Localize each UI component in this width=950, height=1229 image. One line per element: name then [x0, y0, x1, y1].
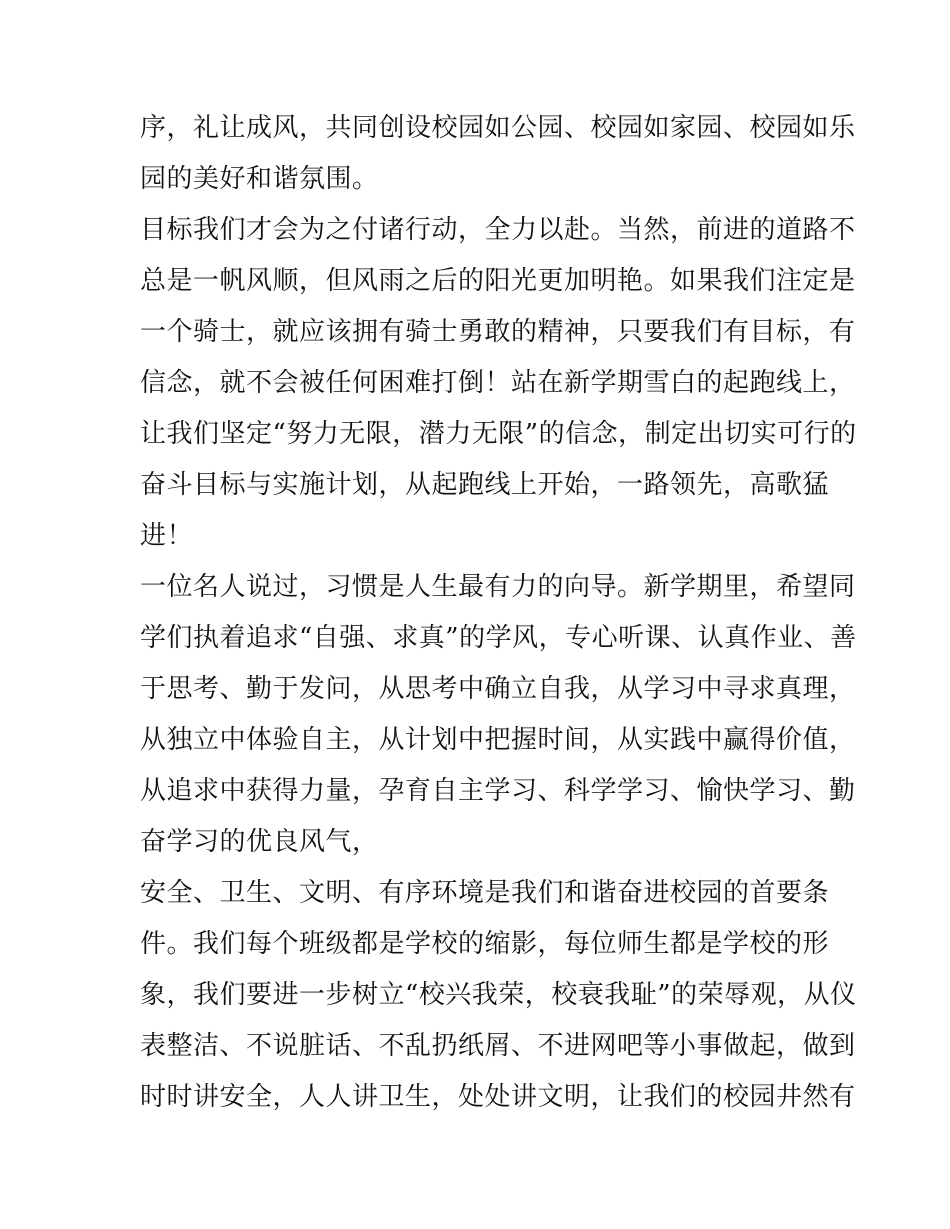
body-text [140, 103, 857, 1123]
text-line-20: 时时讲安全，人人讲卫生，处处讲文明，让我们的校园井然有 [140, 1082, 856, 1112]
text-line-12: 于思考、勤于发问，从思考中确立自我，从学习中寻求真理， [140, 674, 856, 704]
text-line-7: 让我们坚定“努力无限，潜力无限”的信念，制定出切实可行的 [140, 419, 857, 449]
text-line-10: 一位名人说过，习惯是人生最有力的向导。新学期里，希望同 [140, 572, 856, 602]
text-line-9: 进！ [140, 521, 194, 551]
text-line-14: 从追求中获得力量，孕育自主学习、科学学习、愉快学习、勤 [140, 776, 856, 806]
text-line-2: 园的美好和谐氛围。 [140, 164, 379, 194]
text-line-17: 件。我们每个班级都是学校的缩影，每位师生都是学校的形 [140, 929, 830, 959]
text-line-1: 序，礼让成风，共同创设校园如公园、校园如家园、校园如乐 [140, 113, 856, 143]
text-line-13: 从独立中体验自主，从计划中把握时间，从实践中赢得价值， [140, 725, 856, 755]
text-line-6: 信念，就不会被任何困难打倒！站在新学期雪白的起跑线上， [140, 368, 856, 398]
text-line-16: 安全、卫生、文明、有序环境是我们和谐奋进校园的首要条 [140, 878, 830, 908]
text-line-11: 学们执着追求“自强、求真”的学风，专心听课、认真作业、善 [140, 623, 857, 653]
text-line-8: 奋斗目标与实施计划，从起跑线上开始，一路领先，高歌猛 [140, 470, 830, 500]
text-line-15: 奋学习的优良风气， [140, 827, 379, 857]
text-line-18: 象，我们要进一步树立“校兴我荣，校衰我耻”的荣辱观，从仪 [140, 980, 857, 1010]
text-line-19: 表整洁、不说脏话、不乱扔纸屑、不进网吧等小事做起，做到 [140, 1031, 856, 1061]
text-line-3: 目标我们才会为之付诸行动，全力以赴。当然，前进的道路不 [140, 215, 856, 245]
text-line-4: 总是一帆风顺，但风雨之后的阳光更加明艳。如果我们注定是 [140, 266, 856, 296]
text-line-5: 一个骑士，就应该拥有骑士勇敢的精神，只要我们有目标，有 [140, 317, 856, 347]
